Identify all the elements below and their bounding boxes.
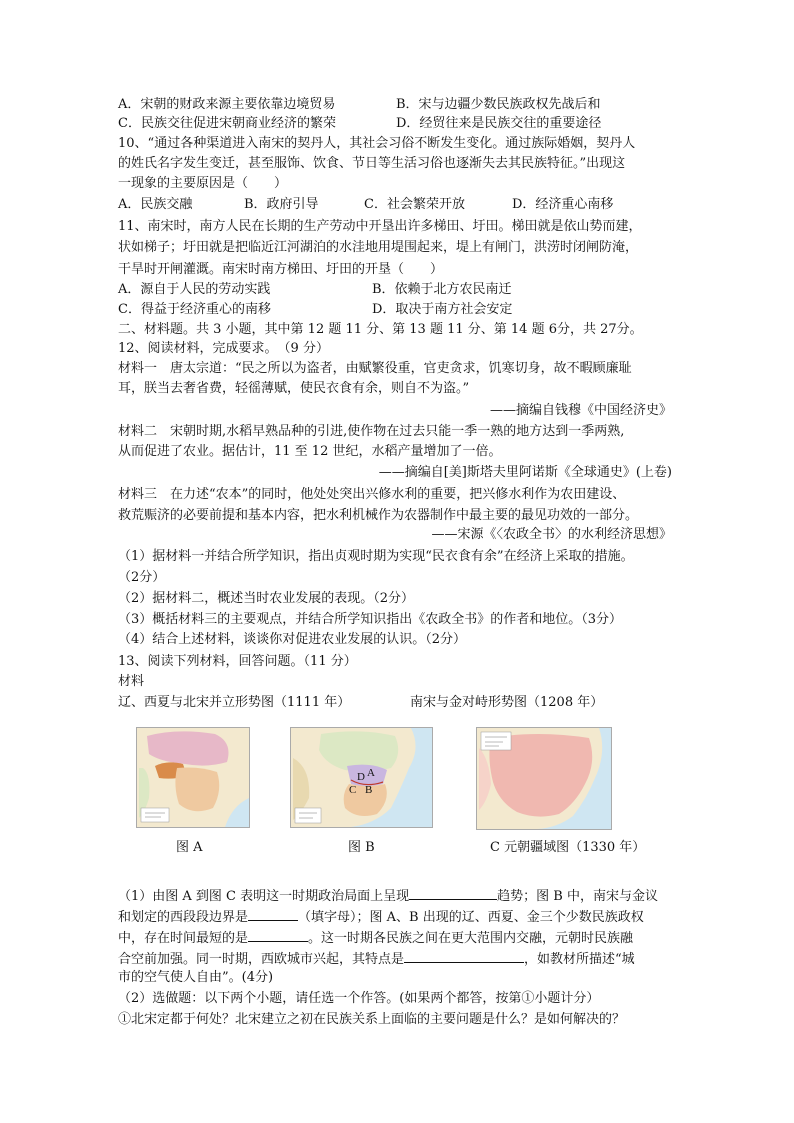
q12-material3-source: ——宋源《〈农政全书〉的水利经济思想》 xyxy=(431,527,672,542)
q9-option-b: B．宋与边疆少数民族政权先战后和 xyxy=(396,97,601,112)
map-a-graphic xyxy=(137,728,249,827)
section-heading: 二、材料题。共 3 小题，其中第 12 题 11 分、第 13 题 11 分、第 14 题 6分，共 27分。 xyxy=(118,322,643,337)
q13-question1-line5: 市的空气使人自由”。(4分) xyxy=(118,970,274,985)
q13-q1-text-1: （1）由图 A 到图 C 表明这一时期政治局面上呈现 xyxy=(118,889,410,904)
q13-q1-text-7: 合空前加强。同一时期，西欧城市兴起，其特点是 xyxy=(118,952,405,967)
q13-question1-line1 xyxy=(118,886,658,905)
q11-option-d: D．取决于南方社会安定 xyxy=(372,302,513,317)
q10-stem-line1: 10、“通过各种渠道进入南宋的契丹人，其社会习俗不断发生变化。通过族际婚姻，契丹人 xyxy=(118,136,636,151)
q13-question1-line3 xyxy=(118,928,633,947)
q12-title: 12、阅读材料，完成要求。 （9 分） xyxy=(118,341,329,356)
q11-option-a: A．源自于人民的劳动实践 xyxy=(118,282,271,297)
q12-material1-line1: 材料一 唐太宗道：“民之所以为盗者，由赋繁役重，官吏贪求，饥寒切身，故不暇顾廉耻 xyxy=(118,361,632,376)
q10-option-d: D．经济重心南移 xyxy=(512,197,614,212)
q12-question4: （4）结合上述材料，谈谈你对促进农业发展的认识。（2分） xyxy=(118,632,467,647)
q10-stem-line3: 一现象的主要原因是（ ） xyxy=(118,176,288,191)
q9-option-c: C．民族交往促进宋朝商业经济的繁荣 xyxy=(118,116,336,131)
q13-title: 13、阅读下列材料，回答问题。（11 分） xyxy=(118,654,357,669)
q11-option-c: C．得益于经济重心的南移 xyxy=(118,302,271,317)
map-b-letter-b: B xyxy=(365,784,373,796)
q13-q1-text-2: 趋势；图 B 中，南宋与金议 xyxy=(497,889,658,904)
q12-question1-line1: （1）据材料一并结合所学知识，指出贞观时期为实现“民衣食有余”在经济上采取的措施。 xyxy=(118,549,634,564)
map-a-liao-xixia-northern-song xyxy=(136,727,250,828)
q13-question1-line2 xyxy=(118,907,644,926)
answer-blank-1[interactable] xyxy=(409,886,497,900)
q12-question2: （2）据材料二，概述当时农业发展的表现。（2分） xyxy=(118,591,415,606)
q13-question2-option1: ①北宋定都于何处？北宋建立之初在民族关系上面临的主要问题是什么？是如何解决的？ xyxy=(118,1012,626,1027)
q11-stem-line2: 状如梯子；圩田就是把临近江河湖泊的水洼地用堤围起来，堤上有闸门，洪涝时闭闸防淹， xyxy=(118,240,639,255)
q12-material3-line1: 材料三 在力述“农本”的同时，他处处突出兴修水利的重要，把兴修水利作为农田建设、 xyxy=(118,487,626,502)
q13-map-title-left: 辽、西夏与北宋并立形势图（1111 年） xyxy=(118,695,351,710)
q10-option-b: B．政府引导 xyxy=(244,197,319,212)
map-b-caption: 图 B xyxy=(348,840,375,855)
map-c-caption: C 元朝疆域图（1330 年） xyxy=(490,840,646,855)
answer-blank-4[interactable] xyxy=(404,949,524,963)
q13-q1-text-6: 。这一时期各民族之间在更大范围内交融，元朝时民族融 xyxy=(308,931,634,946)
q12-material2-line2: 从而促进了农业。据估计，11 至 12 世纪，水稻产量增加了一倍。 xyxy=(118,444,502,459)
q12-material1-source: ——摘编自钱穆《中国经济史》 xyxy=(489,403,672,418)
q12-question3: （3）概括材料三的主要观点，并结合所学知识指出《农政全书》的作者和地位。（3分） xyxy=(118,612,623,627)
q13-q1-text-8: ，如教材所描述“城 xyxy=(524,952,635,967)
q13-question1-line4 xyxy=(118,949,635,968)
q12-material3-line2: 救荒赈济的必要前提和基本内容，把水利机械作为农器制作中最主要的最见功效的一部分。 xyxy=(118,508,639,523)
q13-q1-text-4: （填字母）；图 A、B 出现的辽、西夏、金三个少数民族政权 xyxy=(298,910,644,925)
q13-q1-text-3: 和划定的西段段边界是 xyxy=(118,910,249,925)
answer-blank-2[interactable] xyxy=(248,907,298,921)
q12-material2-line1: 材料二 宋朝时期,水稻早熟品种的引进,使作物在过去只能一季一熟的地方达到一季两熟, xyxy=(118,424,625,439)
q10-option-a: A．民族交融 xyxy=(118,197,193,212)
q10-stem-line2: 的姓氏名字发生变迁，甚至服饰、饮食、节日等生活习俗也逐渐失去其民族特征。”出现这 xyxy=(118,156,626,171)
q13-material-label: 材料 xyxy=(118,674,145,689)
q13-map-title-right: 南宋与金对峙形势图（1208 年） xyxy=(410,695,604,710)
q11-stem-line1: 11、南宋时，南方人民在长期的生产劳动中开垦出许多梯田、圩田。梯田就是依山势而建， xyxy=(118,219,642,234)
q10-option-c: C．社会繁荣开放 xyxy=(364,197,465,212)
q13-q1-text-5: 中，存在时间最短的是 xyxy=(118,931,249,946)
q12-material2-source: ——摘编自[美]斯塔夫里阿诺斯《全球通史》(上卷) xyxy=(378,465,672,480)
map-c-graphic xyxy=(477,728,611,829)
map-b-letter-d: D xyxy=(357,771,365,783)
q12-material1-line2: 耳，朕当去奢省费，轻徭薄赋，使民衣食有余，则自不为盗。” xyxy=(118,381,470,396)
q13-question2: （2）选做题：以下两个小题，请任选一个作答。(如果两个都答，按第①小题计分） xyxy=(118,991,600,1006)
q9-option-a: A．宋朝的财政来源主要依靠边境贸易 xyxy=(118,97,336,112)
q11-option-b: B．依赖于北方农民南迁 xyxy=(372,282,512,297)
map-c-yuan-territory xyxy=(476,727,612,830)
map-b-graphic xyxy=(291,728,432,827)
answer-blank-3[interactable] xyxy=(248,928,308,942)
q12-question1-line2: （2分） xyxy=(118,570,166,585)
q11-stem-line3: 干旱时开闸灌溉。南宋时南方梯田、圩田的开垦（ ） xyxy=(118,262,444,277)
q9-option-d: D．经贸往来是民族交往的重要途径 xyxy=(396,116,602,131)
map-b-letter-c: C xyxy=(349,784,357,796)
map-b-southern-song-jin xyxy=(290,727,433,828)
map-a-caption: 图 A xyxy=(176,840,203,855)
map-b-letter-a: A xyxy=(367,767,375,779)
